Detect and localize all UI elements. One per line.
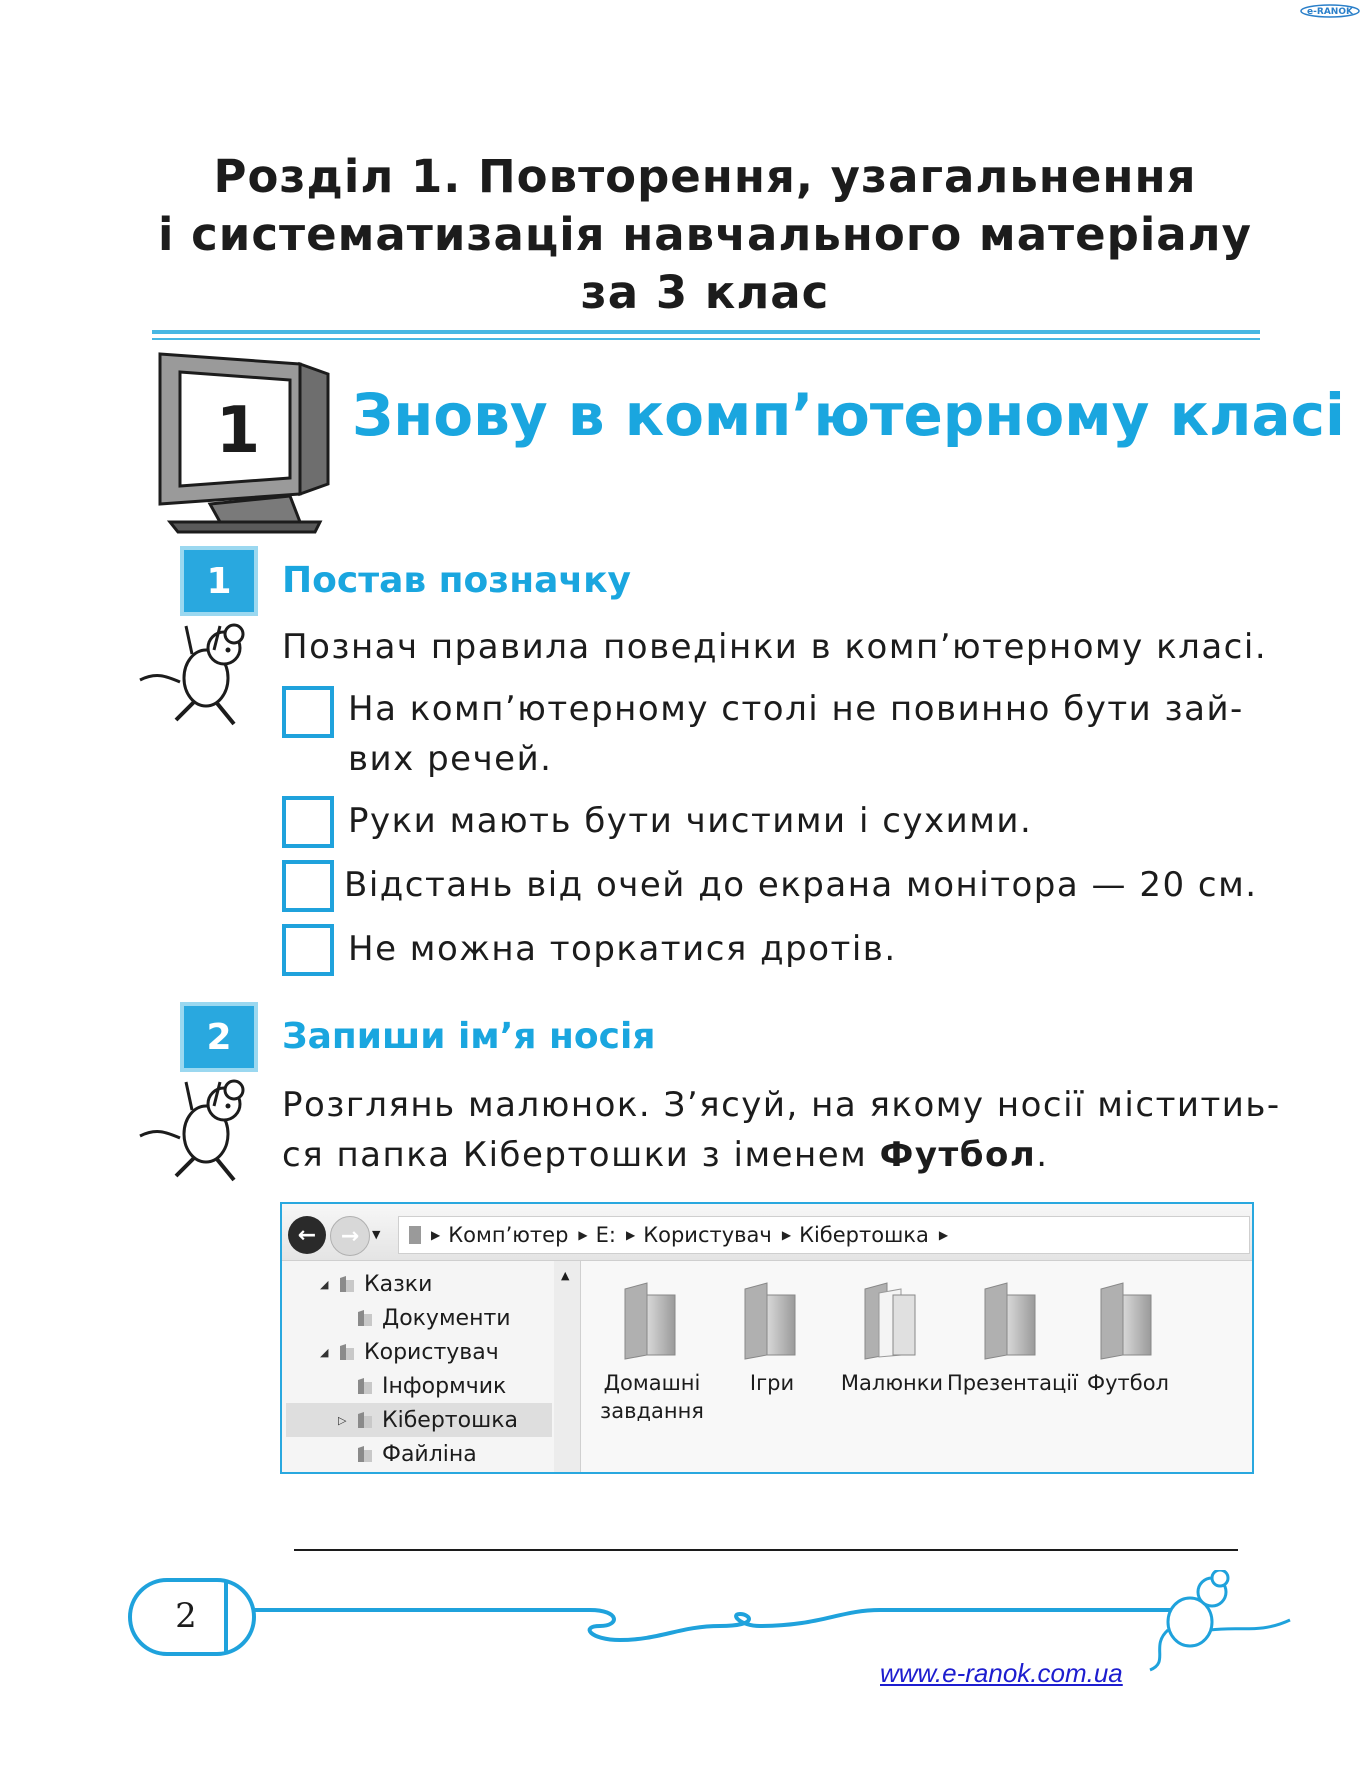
website-link[interactable]: www.e-ranok.com.ua	[880, 1658, 1123, 1688]
tree-item-label: Інформчик	[382, 1373, 507, 1399]
tree-item-label: Користувач	[364, 1339, 499, 1365]
task-number: 2	[206, 1016, 232, 1058]
page-number: 2	[175, 1596, 197, 1636]
folder-label: Футбол	[1087, 1371, 1169, 1395]
checkbox[interactable]	[282, 860, 334, 912]
lesson-number: 1	[215, 394, 261, 468]
task-number: 1	[206, 560, 232, 602]
publisher-logo	[1300, 4, 1360, 18]
mouse-mascot-icon	[136, 620, 256, 730]
folder-item[interactable]	[587, 1281, 717, 1425]
option-text: На комп’ютерному столі не повинно бути зай-	[348, 689, 1244, 729]
folder-item[interactable]	[947, 1281, 1077, 1397]
answer-line[interactable]	[294, 1549, 1238, 1551]
expanded-triangle-icon: ◢	[320, 1277, 329, 1291]
breadcrumb-separator-icon: ▶	[431, 1228, 441, 1242]
folder-icon	[356, 1410, 374, 1430]
folder-tree	[282, 1261, 555, 1472]
breadcrumb-separator-icon: ▶	[578, 1228, 588, 1242]
folder-label: Малюнки	[840, 1371, 944, 1395]
forward-button[interactable]	[330, 1216, 370, 1256]
breadcrumb-separator-icon: ▶	[781, 1228, 792, 1242]
divider	[152, 338, 1260, 340]
collapsed-triangle-icon: ▷	[338, 1413, 347, 1427]
folder-icon	[338, 1342, 356, 1362]
folder-icon	[356, 1376, 374, 1396]
section-title	[150, 148, 1260, 322]
folder-label-line: Домашні	[603, 1371, 701, 1395]
mouse-mascot-icon	[1150, 1570, 1290, 1670]
explorer-window	[280, 1202, 1254, 1474]
task-badge	[180, 546, 258, 616]
tree-item-selected[interactable]	[286, 1403, 552, 1437]
instruction-text: ся папка Кібертошки з іменем	[282, 1135, 880, 1175]
section-title-line: за 3 клас	[580, 266, 830, 319]
task-title: Постав позначку	[282, 560, 631, 601]
option-text: Руки мають бути чистими і сухими.	[348, 801, 1033, 841]
breadcrumb-item[interactable]: Кібертошка	[799, 1223, 929, 1247]
task-badge	[180, 1002, 258, 1072]
tree-item-label: Файліна	[382, 1441, 477, 1467]
folder-icon	[356, 1308, 374, 1328]
scroll-up-icon[interactable]: ▲	[561, 1269, 570, 1282]
folder-icon	[338, 1274, 356, 1294]
task-title: Запиши ім’я носія	[282, 1016, 656, 1057]
folder-item[interactable]	[1063, 1281, 1193, 1397]
folder-name-emphasis: Футбол	[879, 1135, 1037, 1175]
tree-item-label: Кібертошка	[382, 1407, 518, 1433]
arrow-right-icon: →	[340, 1223, 360, 1249]
logo-text: e-RANOK	[1307, 7, 1353, 17]
footer-decoration	[120, 1570, 1300, 1700]
tree-item[interactable]	[356, 1301, 511, 1335]
breadcrumb[interactable]	[398, 1216, 1250, 1254]
expanded-triangle-icon: ◢	[320, 1345, 329, 1359]
folder-label: Презентації	[947, 1371, 1078, 1395]
task-instruction	[282, 1130, 1049, 1180]
breadcrumb-item[interactable]: Користувач	[643, 1223, 772, 1247]
back-button[interactable]	[288, 1216, 326, 1254]
breadcrumb-separator-icon: ▶	[938, 1228, 949, 1242]
folder-label	[587, 1369, 717, 1425]
folder-icon	[617, 1281, 687, 1361]
file-view	[581, 1261, 1252, 1472]
monitor-icon	[150, 344, 340, 536]
history-dropdown-icon[interactable]: ▼	[372, 1228, 381, 1241]
folder-icon	[737, 1281, 807, 1361]
folder-small-icon	[409, 1226, 421, 1244]
tree-item[interactable]	[356, 1437, 477, 1471]
checkbox[interactable]	[282, 924, 334, 976]
option-text: вих речей.	[348, 739, 553, 779]
checkbox[interactable]	[282, 796, 334, 848]
address-bar	[282, 1204, 1252, 1261]
breadcrumb-separator-icon: ▶	[625, 1228, 636, 1242]
option-text: Не можна торкатися дротів.	[348, 929, 897, 969]
arrow-left-icon: ←	[297, 1222, 317, 1248]
scrollbar[interactable]	[554, 1261, 581, 1472]
tree-item-label: Казки	[364, 1271, 433, 1297]
tree-item-label: Документи	[382, 1305, 511, 1331]
folder-label-line: завдання	[600, 1399, 704, 1423]
instruction-text: .	[1036, 1135, 1049, 1175]
section-title-line: Розділ 1. Повторення, узагальнення	[213, 150, 1197, 203]
folder-icon	[977, 1281, 1047, 1361]
tree-item[interactable]	[320, 1267, 432, 1301]
folder-label: Ігри	[749, 1371, 795, 1395]
option-text: Відстань від очей до екрана монітора — 20 см.	[344, 865, 1258, 905]
folder-icon	[356, 1444, 374, 1464]
folder-icon	[1093, 1281, 1163, 1361]
folder-open-icon	[857, 1281, 927, 1361]
tree-item[interactable]	[356, 1369, 506, 1403]
section-title-line: і систематизація навчального матеріалу	[158, 208, 1252, 261]
checkbox[interactable]	[282, 686, 334, 738]
breadcrumb-item[interactable]: Комп’ютер	[448, 1223, 569, 1247]
task-instruction: Розглянь малюнок. З’ясуй, на якому носії міститиь-	[282, 1085, 1281, 1125]
folder-item[interactable]	[827, 1281, 957, 1397]
mouse-mascot-icon	[136, 1076, 256, 1186]
divider	[152, 330, 1260, 334]
folder-item[interactable]	[707, 1281, 837, 1397]
lesson-title: Знову в комп’ютерному класі	[352, 381, 1345, 449]
task-instruction: Познач правила поведінки в комп’ютерному класі.	[282, 627, 1268, 667]
tree-item[interactable]	[320, 1335, 499, 1369]
breadcrumb-item[interactable]: E:	[595, 1223, 616, 1247]
